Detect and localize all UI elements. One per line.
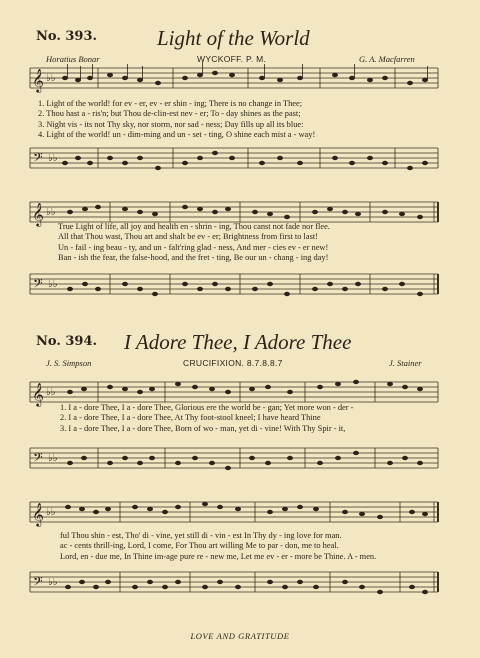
hymn-394-verses-line2	[60, 531, 376, 562]
svg-text:♭♭: ♭♭	[46, 507, 56, 518]
verse-line: ac - cents thrill-ing, Lord, I come, For Thou art willing Me to par - don, me to heal.	[60, 541, 339, 551]
svg-text:𝄞: 𝄞	[32, 502, 44, 526]
bass-staff	[0, 564, 480, 608]
svg-text:𝄢: 𝄢	[33, 574, 43, 592]
page-footer: LOVE AND GRATITUDE	[190, 631, 290, 641]
verse-line: True Light of life, all joy and health en - shrin - ing, Thou canst not fade nor flee.	[58, 222, 330, 231]
hymn-394-number: No. 394.	[36, 334, 98, 349]
svg-text:𝄞: 𝄞	[32, 202, 44, 226]
svg-text:♭♭: ♭♭	[48, 279, 58, 290]
svg-text:♭♭: ♭♭	[46, 73, 56, 84]
hymn-393-verses-line1	[38, 99, 315, 141]
verse-line: 2. Thou hast a - ris'n; but Thou de-clin-est nev - er; To - day shines as the past;	[38, 109, 301, 119]
verse-line: 4. Light of the world! un - dim-ming and un - set - ting, O shine each mist a - way!	[38, 130, 316, 140]
hymn-394-tune: CRUCIFIXION. 8.7.8.8.7	[183, 358, 283, 368]
svg-text:𝄞: 𝄞	[32, 382, 44, 406]
verse-line: 1. Light of the world! for ev - er, ev - er shin - ing; There is no change in Thee;	[38, 99, 303, 108]
hymn-394-author: J. S. Simpson	[46, 358, 92, 368]
svg-text:♭♭: ♭♭	[48, 577, 58, 588]
verse-line: All that Thou wast, Thou art and shalt be ev - er; Brightness from first to last!	[58, 232, 318, 242]
hymn-394-composer: J. Stainer	[389, 358, 422, 368]
verse-line: 3. I a - dore Thee, I a - dore Thee, Born of wo - man, yet di - vine! With Thy Spir - it,	[60, 423, 346, 433]
hymn-394-title: I Adore Thee, I Adore Thee	[124, 330, 352, 354]
hymn-393-title: Light of the World	[157, 26, 310, 50]
bass-staff	[0, 140, 480, 186]
svg-text:♭♭: ♭♭	[48, 153, 58, 164]
hymn-393-tune: WYCKOFF. P. M.	[197, 54, 267, 64]
svg-text:♭♭: ♭♭	[48, 453, 58, 464]
hymn-394-verses-line1	[60, 403, 353, 434]
verse-line: 2. I a - dore Thee, I a - dore Thee, At Thy foot-stool kneel; I have heard Thine	[60, 413, 321, 423]
bass-staff	[0, 440, 480, 484]
svg-text:𝄢: 𝄢	[33, 150, 43, 168]
treble-staff	[0, 490, 480, 534]
bass-staff	[0, 266, 480, 306]
verse-line: 3. Night vis - its not Thy sky, nor storm, nor sad - ness; Day fills up all its blue:	[38, 119, 304, 129]
hymn-393-composer: G. A. Macfarren	[359, 54, 415, 64]
verse-line: Lord, en - due me, In Thine im-age pure re - new me, Let me ev - er - more be Thine. A - men.	[60, 551, 377, 561]
verse-line: Un - fail - ing beau - ty, and un - falt'ring glad - ness, And mer - cies ev - er new!	[58, 242, 329, 252]
hymn-393-verses-line2	[58, 222, 330, 264]
svg-text:𝄢: 𝄢	[33, 276, 43, 294]
svg-text:𝄢: 𝄢	[33, 450, 43, 468]
svg-text:♭♭: ♭♭	[46, 387, 56, 398]
svg-text:𝄞: 𝄞	[32, 68, 44, 92]
verse-line: 1. I a - dore Thee, I a - dore Thee, Glorious ere the world be - gan; Yet more won - der -	[60, 403, 354, 412]
verse-line: ful Thou shin - est, Tho' di - vine, yet still di - vin - est In Thy dy - ing love for man.	[60, 531, 342, 540]
hymn-393-number: No. 393.	[36, 29, 98, 44]
hymn-393-author: Horatius Bonar	[46, 54, 100, 64]
verse-line: Ban - ish the fear, the false-hood, and the fret - ting, Be our un - chang - ing day!	[58, 253, 329, 263]
svg-text:♭♭: ♭♭	[46, 207, 56, 218]
